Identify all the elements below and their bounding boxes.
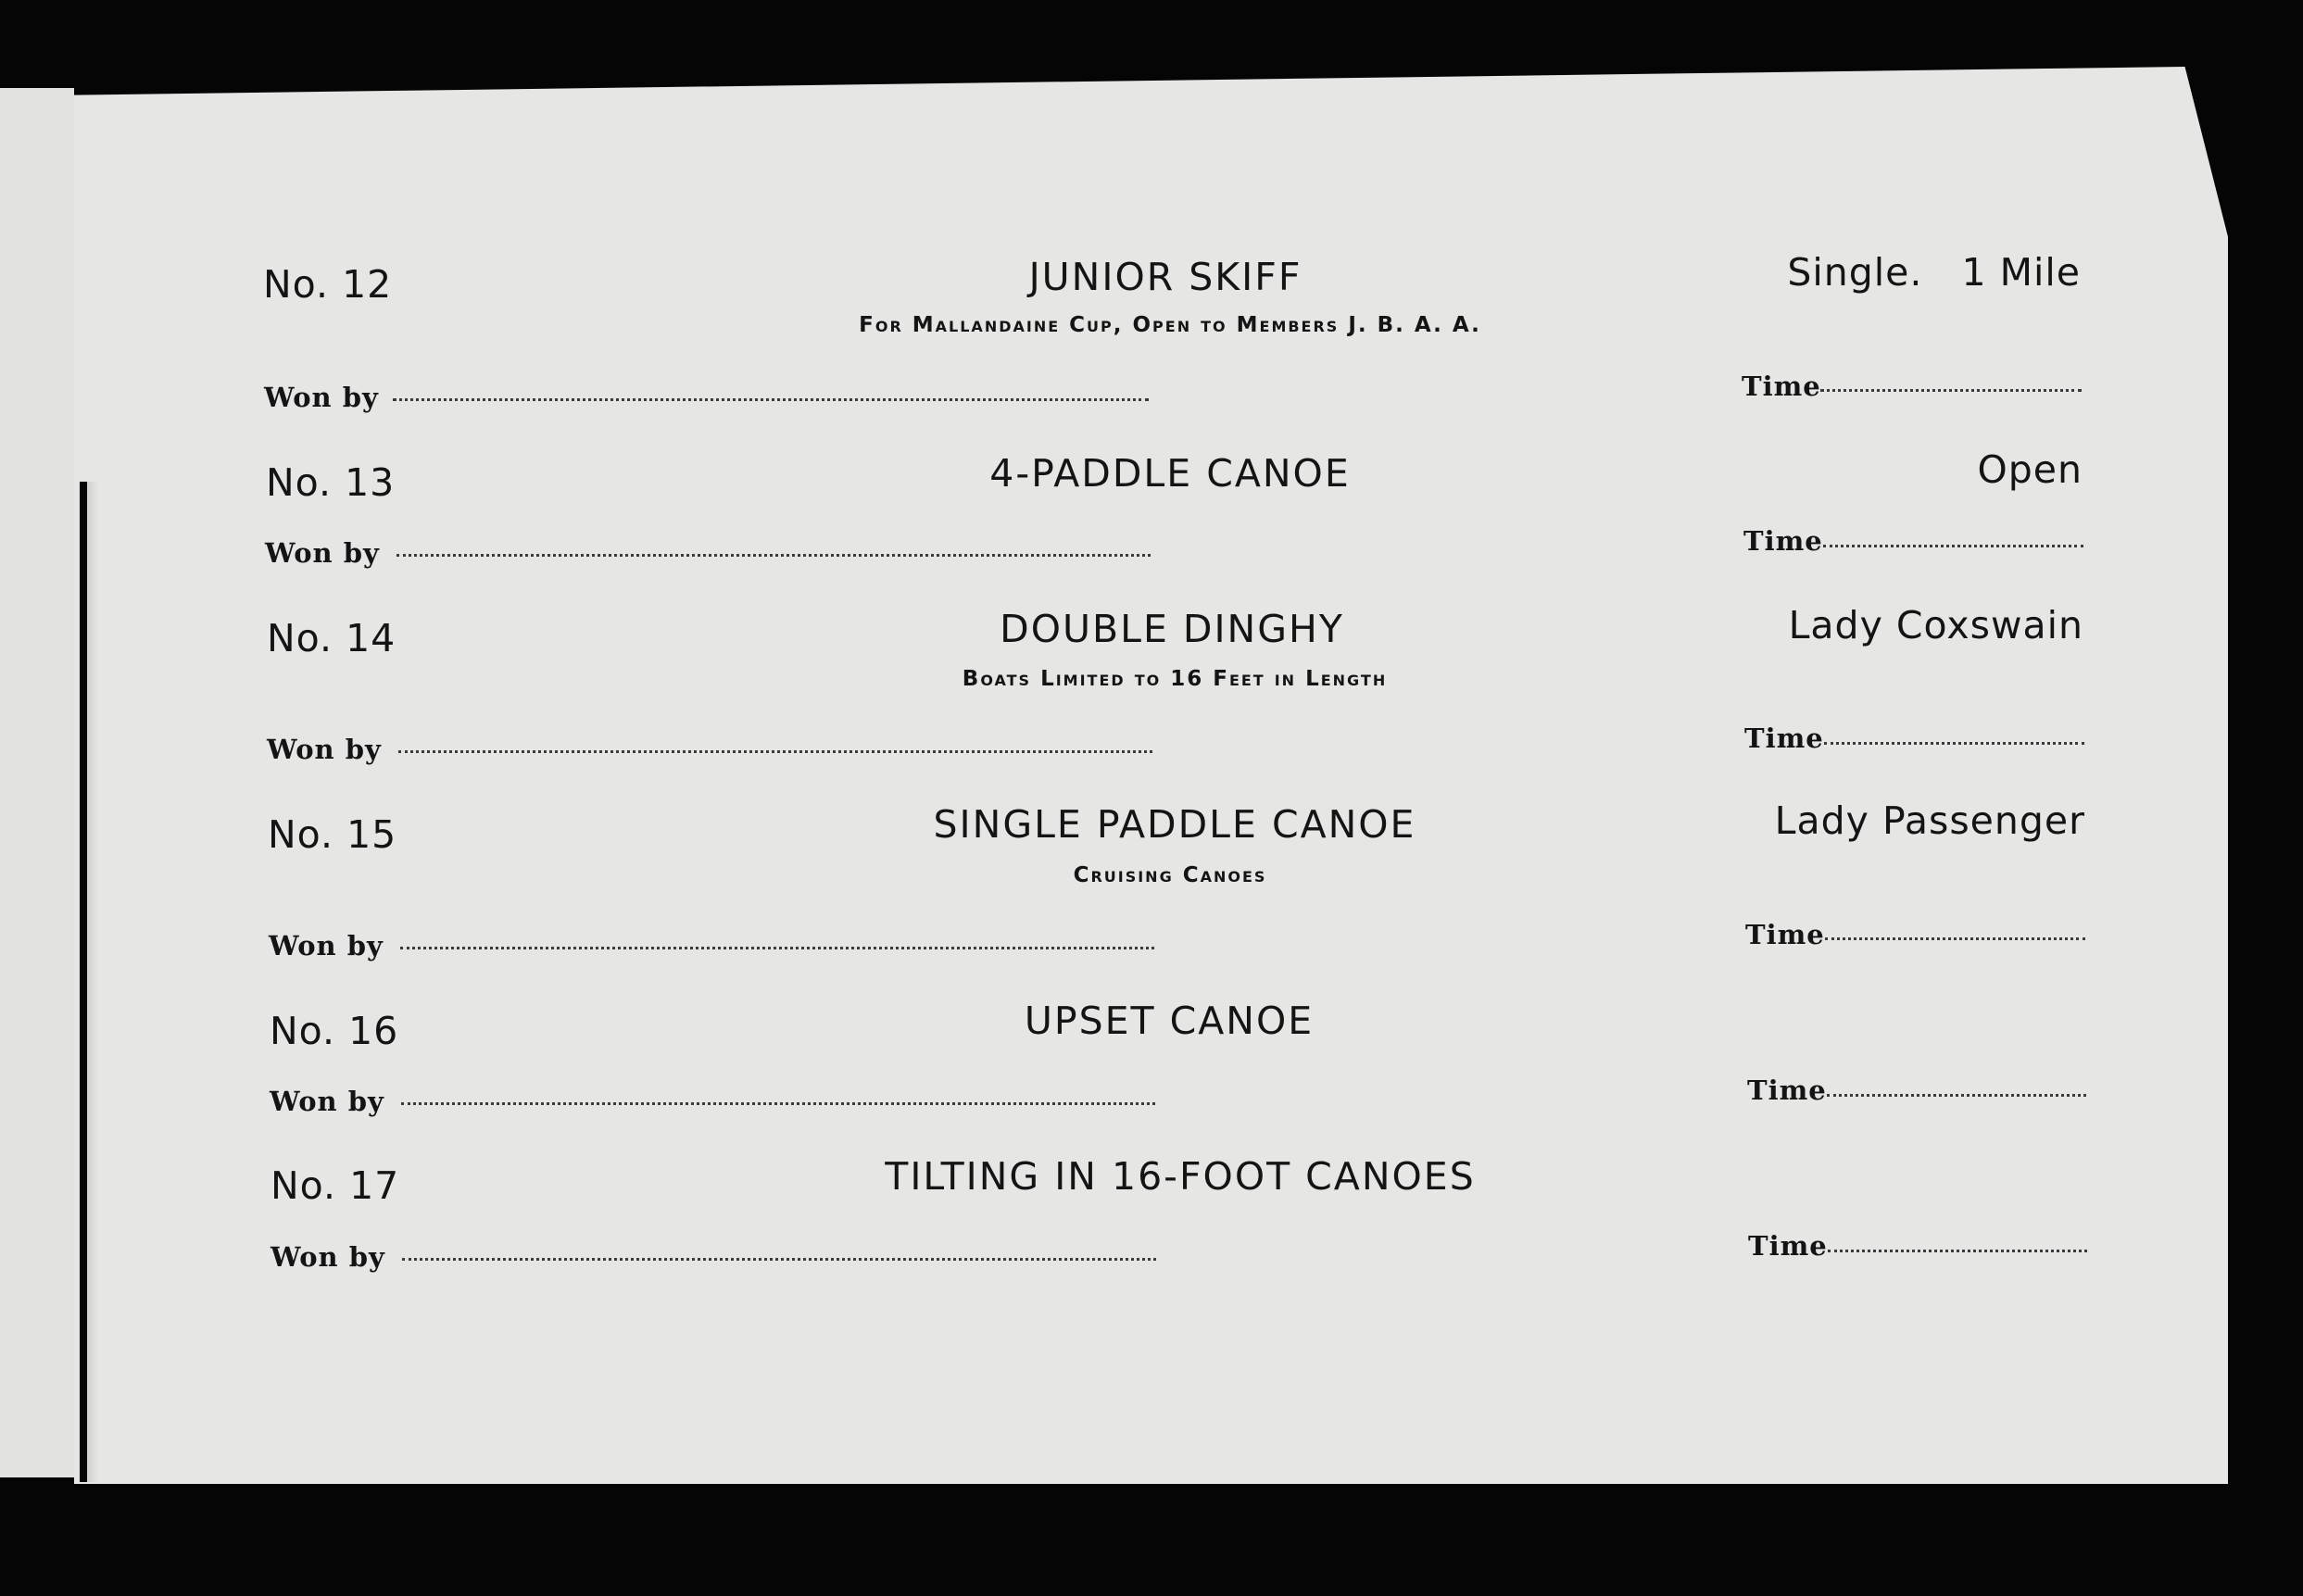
race-condition: Single. 1 Mile xyxy=(1787,250,2081,295)
race-subtitle: Cruising Canoes xyxy=(1073,863,1267,887)
race-title: DOUBLE DINGHY xyxy=(1000,607,1344,651)
race-title: SINGLE PADDLE CANOE xyxy=(933,802,1416,847)
won-by-blank xyxy=(400,947,1154,949)
won-by-label: Won by xyxy=(264,382,379,413)
race-title: 4-PADDLE CANOE xyxy=(989,451,1351,496)
race-title: JUNIOR SKIFF xyxy=(1028,255,1303,299)
facing-page-edge xyxy=(0,88,74,1477)
time-label: Time xyxy=(1745,919,1825,950)
race-number: No. 16 xyxy=(270,1009,399,1053)
time-blank xyxy=(1823,545,2083,547)
race-condition: Lady Coxswain xyxy=(1788,603,2083,647)
time-blank xyxy=(1824,742,2084,745)
race-condition: Lady Passenger xyxy=(1774,798,2085,843)
race-title: TILTING IN 16-FOOT CANOES xyxy=(885,1154,1476,1199)
race-number: No. 14 xyxy=(267,616,396,660)
won-by-label: Won by xyxy=(267,734,382,765)
won-by-label: Won by xyxy=(265,537,380,569)
race-subtitle: For Mallandaine Cup, Open to Members J. B. A. A. xyxy=(859,313,1481,337)
race-number: No. 12 xyxy=(263,262,393,307)
page-fold xyxy=(80,482,98,1482)
race-condition: Open xyxy=(1977,447,2083,492)
time-label: Time xyxy=(1744,723,1824,754)
time-blank xyxy=(1825,937,2085,940)
time-label: Time xyxy=(1747,1074,1827,1106)
time-label: Time xyxy=(1748,1230,1828,1262)
won-by-blank xyxy=(402,1258,1156,1261)
race-number: No. 17 xyxy=(271,1163,400,1208)
time-blank xyxy=(1828,1250,2087,1252)
race-subtitle: Boats Limited to 16 Feet in Length xyxy=(962,667,1388,691)
won-by-blank xyxy=(396,554,1151,557)
won-by-label: Won by xyxy=(270,1086,384,1117)
time-blank xyxy=(1820,389,2082,392)
won-by-label: Won by xyxy=(271,1241,385,1273)
time-label: Time xyxy=(1743,525,1823,557)
won-by-blank xyxy=(393,398,1149,401)
time-label: Time xyxy=(1742,371,1821,402)
won-by-blank xyxy=(401,1102,1155,1105)
time-blank xyxy=(1827,1094,2086,1097)
race-number: No. 13 xyxy=(266,460,396,505)
race-title: UPSET CANOE xyxy=(1024,999,1315,1043)
won-by-label: Won by xyxy=(269,930,384,961)
race-number: No. 15 xyxy=(268,812,397,857)
won-by-blank xyxy=(398,750,1152,753)
